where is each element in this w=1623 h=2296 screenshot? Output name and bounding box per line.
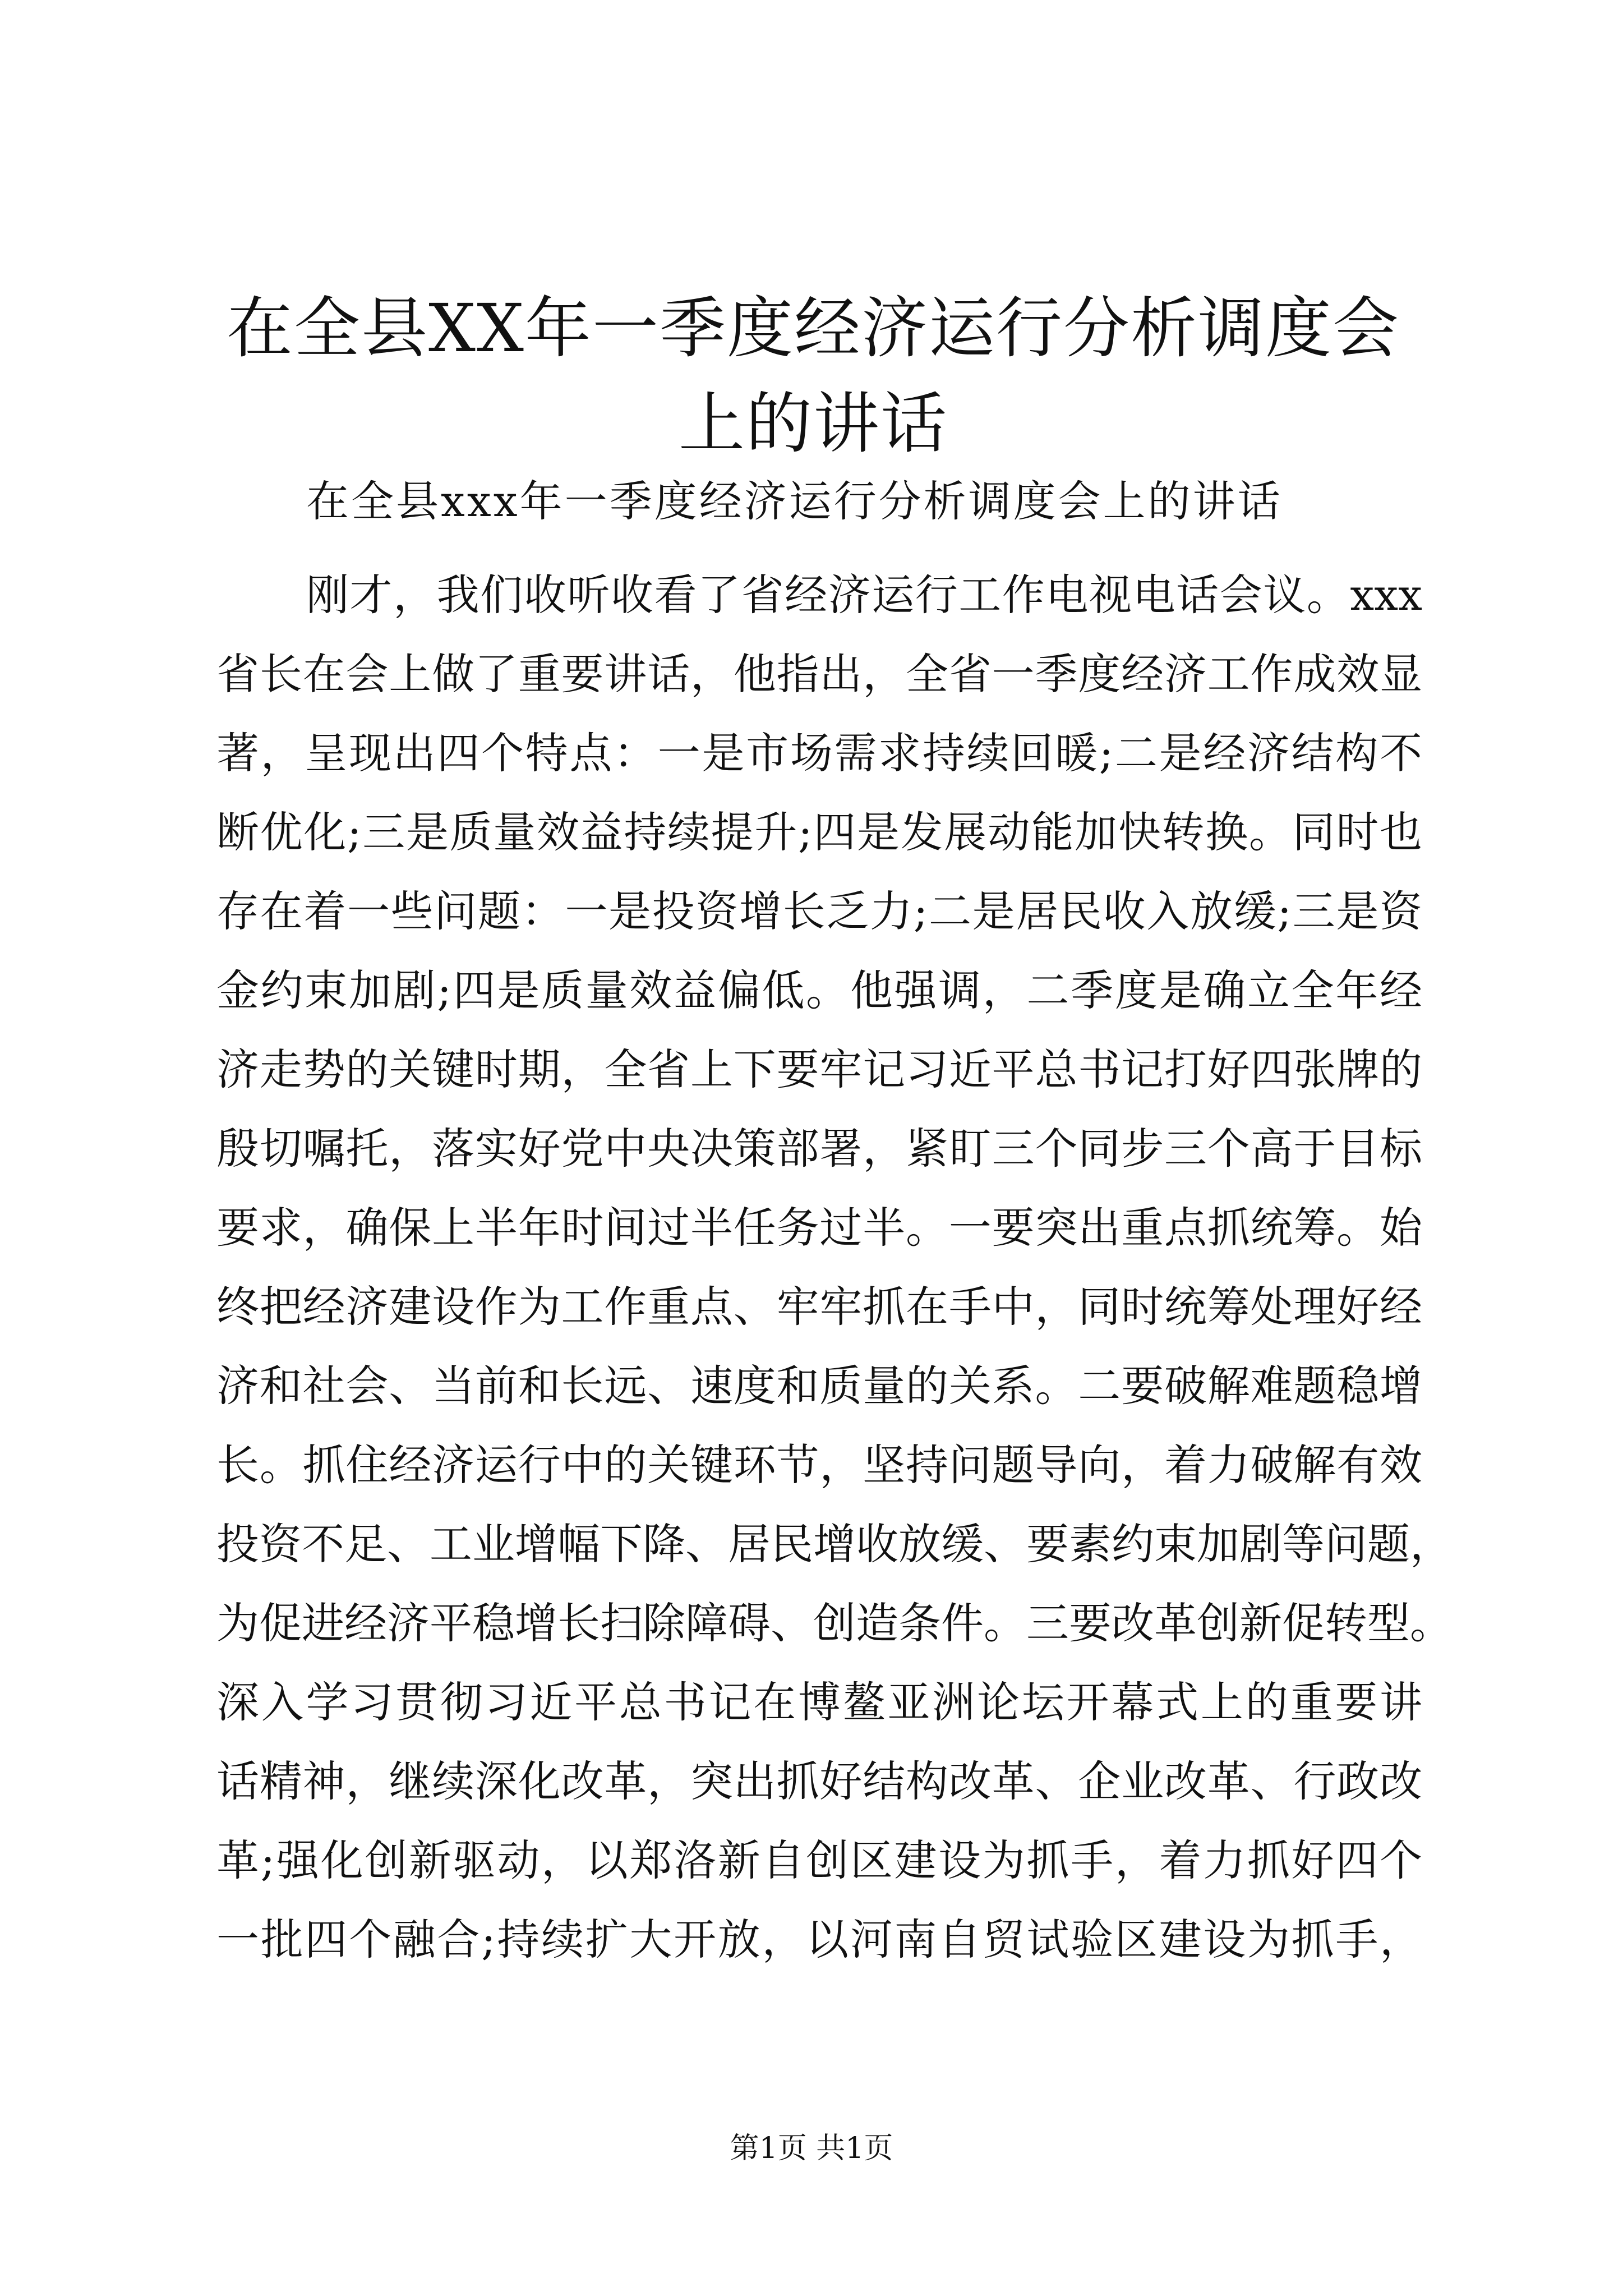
body-line: 深入学习贯彻习近平总书记在博鳌亚洲论坛开幕式上的重要讲 <box>216 1677 1422 1727</box>
document-title: 在全县XX年一季度经济运行分析调度会上的讲话 <box>226 289 1400 462</box>
body-line: 革;强化创新驱动，以郑洛新自创区建设为抓手，着力抓好四个 <box>216 1835 1422 1885</box>
body-line: 断优化;三是质量效益持续提升;四是发展动能加快转换。同时也 <box>216 807 1422 857</box>
body-line: 为促进经济平稳增长扫除障碍、创造条件。三要改革创新促转型。 <box>216 1598 1453 1648</box>
body-line: 殷切嘱托，落实好党中央决策部署，紧盯三个同步三个高于目标 <box>216 1124 1422 1174</box>
body-line: 济走势的关键时期，全省上下要牢记习近平总书记打好四张牌的 <box>216 1045 1422 1094</box>
body-line: 著，呈现出四个特点：一是市场需求持续回暖;二是经济结构不 <box>216 728 1422 778</box>
body-line: 一批四个融合;持续扩大开放，以河南自贸试验区建设为抓手， <box>216 1915 1422 1964</box>
body-line: 刚才，我们收听收看了省经济运行工作电视电话会议。xxx <box>306 570 1422 620</box>
body-line: 投资不足、工业增幅下降、居民增收放缓、要素约束加剧等问题， <box>216 1519 1453 1569</box>
page-footer: 第1页 共1页 <box>730 2132 893 2165</box>
body-line: 长。抓住经济运行中的关键环节，坚持问题导向，着力破解有效 <box>216 1440 1422 1490</box>
body-line: 话精神，继续深化改革，突出抓好结构改革、企业改革、行政改 <box>216 1756 1422 1806</box>
body-line: 省长在会上做了重要讲话，他指出，全省一季度经济工作成效显 <box>216 649 1422 699</box>
document-subtitle: 在全县xxx年一季度经济运行分析调度会上的讲话 <box>306 476 1283 526</box>
body-line: 存在着一些问题：一是投资增长乏力;二是居民收入放缓;三是资 <box>216 886 1422 936</box>
body-line: 要求，确保上半年时间过半任务过半。一要突出重点抓统筹。始 <box>216 1203 1422 1253</box>
body-line: 终把经济建设作为工作重点、牢牢抓在手中，同时统筹处理好经 <box>216 1282 1422 1332</box>
body-line: 金约束加剧;四是质量效益偏低。他强调，二季度是确立全年经 <box>216 965 1422 1015</box>
body-line: 济和社会、当前和长远、速度和质量的关系。二要破解难题稳增 <box>216 1361 1422 1411</box>
document-body <box>216 555 1453 1979</box>
